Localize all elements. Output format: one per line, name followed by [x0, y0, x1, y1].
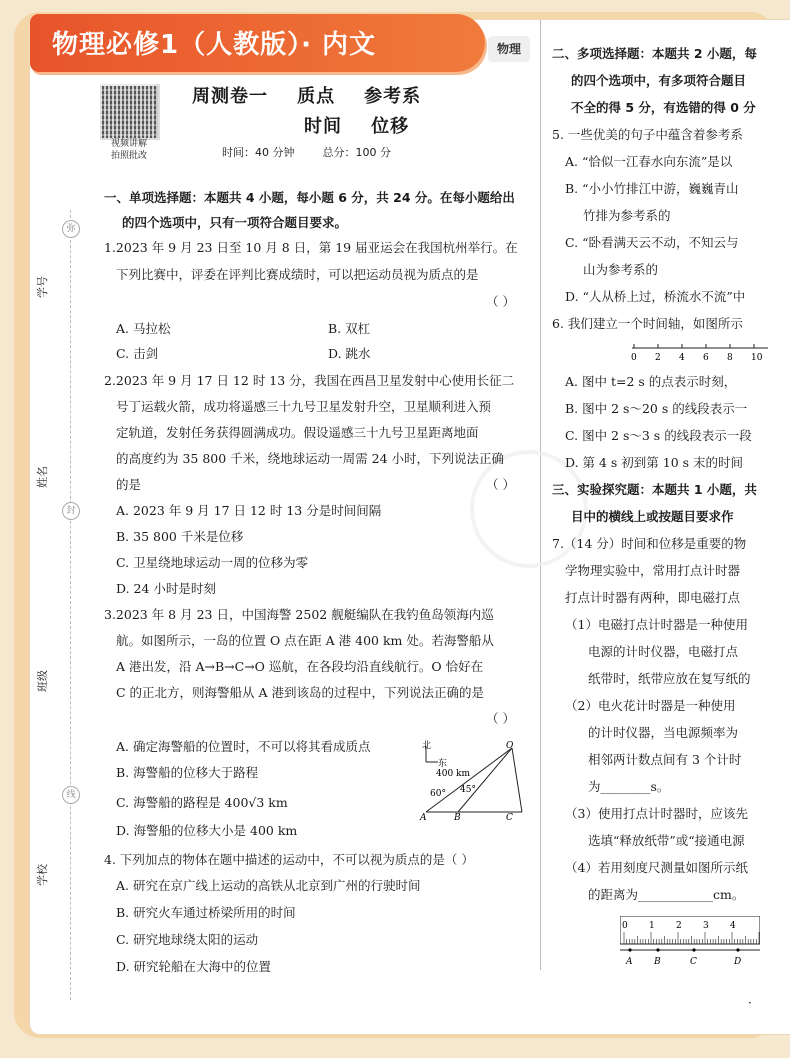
ruler-number: 4: [730, 921, 736, 931]
question-text: 7.（14 分）时间和位移是重要的物: [552, 536, 747, 551]
question-text: 1.2023 年 9 月 23 日至 10 月 8 日，第 19 届亚运会在我国杭州举行。在: [104, 240, 518, 255]
section-1-heading: 的四个选项中，只有一项符合题目要求。: [122, 215, 348, 230]
option: D. 海警船的位移大小是 400 km: [116, 823, 298, 838]
exam-subtitle: 时间 位移: [304, 116, 410, 137]
option: A. 马拉松: [116, 321, 171, 336]
question-text: 4. 下列加点的物体在题中描述的运动中，不可以视为质点的是（ ）: [104, 852, 474, 867]
axis-tick-label: 10: [751, 353, 763, 363]
question-text: 打点计时器有两种，即电磁打点: [565, 590, 741, 605]
seal-mark: 线: [62, 786, 80, 804]
point-label: O: [506, 741, 514, 751]
question-text: 电源的计时仪器，电磁打点: [588, 644, 739, 659]
point-label: A: [420, 813, 427, 822]
axis-tick-label: 2: [655, 353, 661, 363]
qr-caption: 视频讲解 拍照批改: [110, 139, 147, 161]
question-text: 定轨道，发射任务获得圆满成功。假设遥感三十九号卫星距离地面: [116, 425, 479, 440]
name-label: 姓名: [36, 466, 49, 488]
ruler-figure: [620, 916, 760, 968]
book-banner: [30, 14, 485, 72]
ruler-number: 2: [676, 921, 682, 931]
question-text: （4）若用刻度尺测量如图所示纸: [565, 860, 748, 875]
point-label: B: [454, 813, 461, 822]
question-text: 的高度约为 35 800 千米，绕地球运动一周需 24 小时，下列说法正确: [116, 451, 505, 466]
student-id-label: 学号: [36, 276, 49, 298]
question-text: （2）电火花计时器是一种使用: [565, 698, 736, 713]
patrol-route-figure: [418, 740, 530, 822]
ruler-point-label: D: [734, 957, 742, 967]
subject-tab: 物理: [488, 36, 530, 62]
option: A. 图中 t=2 s 的点表示时刻，: [565, 374, 737, 389]
question-text: 5. 一些优美的句子中蕴含着参考系: [552, 127, 743, 142]
section-2-heading: 的四个选项中，有多项符合题目: [571, 73, 747, 88]
answer-paren: （ ）: [486, 294, 515, 309]
question-text: 6. 我们建立一个时间轴，如图所示: [552, 316, 743, 331]
option: A. 2023 年 9 月 17 日 12 时 13 分是时间间隔: [116, 503, 382, 518]
option: 竹排为参考系的: [583, 208, 671, 223]
question-text: 2.2023 年 9 月 17 日 12 时 13 分，我国在西昌卫星发射中心使用长征二: [104, 373, 515, 388]
option: A. “恰似一江春水向东流”是以: [565, 154, 733, 169]
option: C. 图中 2 s～3 s 的线段表示一段: [565, 428, 752, 443]
question-text: 纸带时，纸带应放在复写纸的: [588, 671, 751, 686]
qr-code-overlay: [100, 84, 156, 136]
option: B. 双杠: [328, 321, 371, 336]
option: 山为参考系的: [583, 262, 659, 277]
question-text: 下列比赛中，评委在评判比赛成绩时，可以把运动员视为质点的是: [116, 267, 479, 282]
axis-tick-label: 8: [727, 353, 733, 363]
seal-mark: 弥: [62, 220, 80, 238]
section-3-heading: 三、实验探究题：本题共 1 小题，共: [552, 482, 757, 497]
page-marker: ·: [748, 996, 752, 1010]
option: A. 研究在京广线上运动的高铁从北京到广州的行驶时间: [116, 878, 421, 893]
north-label: 北: [422, 741, 432, 751]
option: C. 海警船的路程是 400√3 km: [116, 795, 288, 810]
point-label: C: [506, 813, 513, 822]
distance-label: 400 km: [436, 769, 471, 779]
exam-meta: 时间：40 分钟 总分：100 分: [222, 146, 391, 159]
section-1-heading: 一、单项选择题：本题共 4 小题，每小题 6 分，共 24 分。在每小题给出: [104, 190, 515, 205]
question-text: 的距离为____________cm。: [588, 887, 745, 902]
binding-line: [70, 210, 71, 1000]
section-2-heading: 二、多项选择题：本题共 2 小题，每: [552, 46, 757, 61]
question-text: 的计时仪器，当电源频率为: [588, 725, 739, 740]
section-2-heading: 不全的得 5 分，有选错的得 0 分: [571, 100, 756, 115]
class-label: 班级: [36, 670, 49, 692]
angle-label: 60°: [430, 789, 446, 799]
axis-tick-label: 6: [703, 353, 709, 363]
question-text: （3）使用打点计时器时，应该先: [565, 806, 748, 821]
option: D. “人从桥上过，桥流水不流”中: [565, 289, 746, 304]
option: C. 击剑: [116, 346, 159, 361]
option: C. “卧看满天云不动，不知云与: [565, 235, 739, 250]
tape-dot: [656, 948, 659, 951]
option: A. 确定海警船的位置时，不可以将其看成质点: [116, 739, 371, 754]
option: D. 跳水: [328, 346, 371, 361]
ruler-point-label: A: [626, 957, 633, 967]
exam-title: 周测卷一 质点 参考系: [192, 86, 422, 107]
tape-dot: [692, 948, 695, 951]
option: B. 海警船的位移大于路程: [116, 765, 259, 780]
question-text: 的是: [116, 477, 142, 492]
ruler-point-label: C: [690, 957, 697, 967]
ruler-point-label: B: [654, 957, 661, 967]
banner-title: 物理必修1（人教版）· 内文: [52, 30, 377, 60]
option: B. 35 800 千米是位移: [116, 529, 244, 544]
angle-label: 45°: [460, 785, 476, 795]
tape-dot: [628, 948, 631, 951]
question-text: 选填“释放纸带”或“接通电源: [588, 833, 745, 848]
question-text: 为________s。: [588, 779, 670, 794]
ruler-number: 1: [649, 921, 655, 931]
question-text: C 的正北方，则海警船从 A 港到该岛的过程中，下列说法正确的是: [116, 685, 485, 700]
section-3-heading: 目中的横线上或按题目要求作: [571, 509, 734, 524]
option: D. 第 4 s 初到第 10 s 末的时间: [565, 455, 744, 470]
question-text: （1）电磁打点计时器是一种使用: [565, 617, 748, 632]
option: D. 研究轮船在大海中的位置: [116, 959, 272, 974]
question-text: 航。如图所示，一岛的位置 O 点在距 A 港 400 km 处。若海警船从: [116, 633, 494, 648]
axis-tick-label: 4: [679, 353, 685, 363]
seal-mark: 封: [62, 502, 80, 520]
ruler-number: 3: [703, 921, 709, 931]
east-label: 东: [438, 759, 448, 769]
question-text: A 港出发，沿 A→B→C→O 巡航，在各段均沿直线航行。O 恰好在: [116, 659, 484, 674]
option: C. 研究地球绕太阳的运动: [116, 932, 259, 947]
question-text: 号丁运载火箭，成功将遥感三十九号卫星发射升空，卫星顺利进入预: [116, 399, 492, 414]
question-text: 3.2023 年 8 月 23 日，中国海警 2502 舰艇编队在我钓鱼岛领海内巡: [104, 607, 494, 622]
answer-paren: （ ）: [486, 711, 515, 726]
answer-paren: （ ）: [486, 477, 515, 492]
option: B. 图中 2 s～20 s 的线段表示一: [565, 401, 748, 416]
option: D. 24 小时是时刻: [116, 581, 216, 596]
question-text: 相邻两计数点间有 3 个计时: [588, 752, 742, 767]
option: B. “小小竹排江中游，巍巍青山: [565, 181, 739, 196]
question-text: 学物理实验中，常用打点计时器: [565, 563, 741, 578]
option: B. 研究火车通过桥梁所用的时间: [116, 905, 296, 920]
option: C. 卫星绕地球运动一周的位移为零: [116, 555, 309, 570]
time-axis-figure: [628, 340, 768, 366]
axis-tick-label: 0: [631, 353, 637, 363]
ruler-number: 0: [622, 921, 628, 931]
school-label: 学校: [36, 864, 49, 886]
tape-dot: [736, 948, 739, 951]
